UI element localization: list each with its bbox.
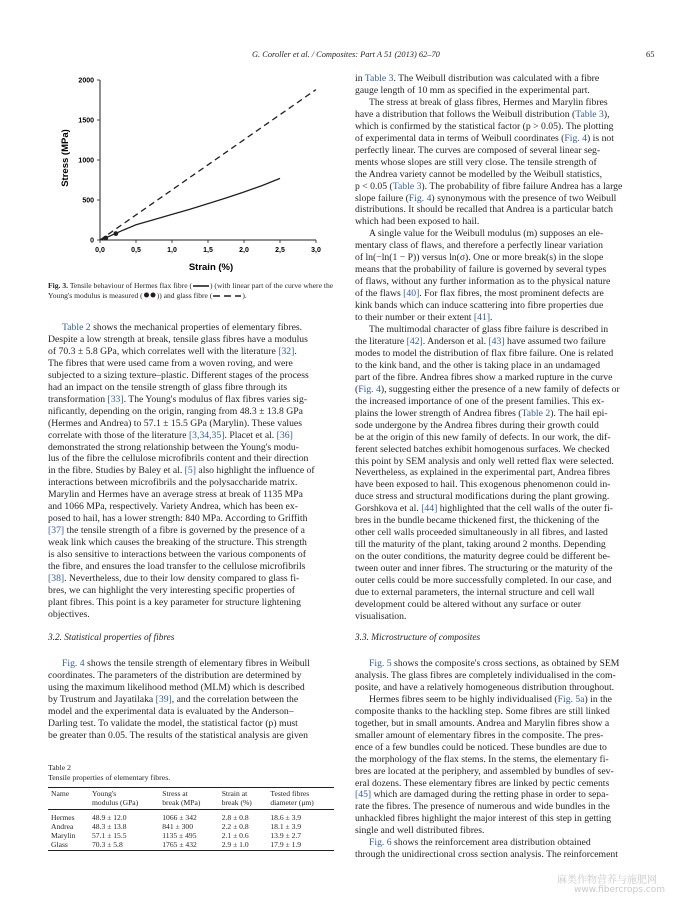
text-line: correlate with those of the literature [3,34,35]. Placet et al. [36] (48, 429, 293, 441)
paragraph (355, 73, 640, 97)
text-line: smaller amount of elementary fibres in the composite. The pres- (355, 729, 604, 741)
left-paragraph-2 (48, 658, 332, 742)
watermark-text: 麻类作物营养与施肥网 (557, 875, 657, 886)
text-line: in the fibre. Studies by Baley et al. [5] also highlight the influence of (48, 465, 315, 477)
text-line: this point by SEM analysis and only well retted flax were selected. (355, 455, 614, 467)
table-cell: 18.1 ± 3.9 (270, 821, 302, 831)
text-line: visualisation. (355, 610, 407, 622)
text-line: posed to hail, has a lower strength: 840 MPa. According to Griffith (48, 513, 308, 525)
text-line: unhackled fibres highlight the major interest of this step in getting (355, 813, 612, 825)
header-text: break (%) (221, 798, 252, 808)
text-line: lus of the fibre the cellulose microfibrils content and their direction (48, 453, 309, 465)
text-line: single and well distributed fibres. (355, 825, 485, 837)
text-line: Table 2 shows the mechanical properties of elementary fibres. (62, 322, 303, 333)
x-tick-label: 1,0 (167, 247, 177, 254)
text-line: analysis. The glass fibres are completely individualised in the com- (355, 669, 616, 681)
header-text: Young's (92, 789, 117, 798)
text-line: have been exposed to hail. This exogenous phenomenon could in- (355, 479, 611, 491)
table-2 (48, 787, 334, 851)
text-line: which had been exposed to hail. (355, 216, 480, 228)
figure-3-caption-text-2: ) (with linear part of the curve where the Young's modulus is measured ( (48, 281, 334, 300)
text-line: weak link which causes the breaking of the structure. This strength (48, 537, 307, 549)
text-line: [45] which are damaged during the retting phase in order to sepa- (355, 789, 609, 801)
x-tick-label: 2,0 (239, 247, 249, 254)
text-line: by Trustrum and Jayatilaka [39], and the correlation between the (48, 693, 299, 705)
table-row (48, 840, 334, 850)
figure-3-caption-text-3: )) and glass fibre ( (156, 290, 213, 300)
text-line: till the maturity of the plant, taking around 2 months. Depending (355, 539, 606, 551)
text-line: [38]. Nevertheless, due to their low density compared to glass fi- (48, 573, 300, 585)
table-header-cell (219, 788, 268, 810)
text-line: (Hermes and Andrea) to 57.1 ± 15.5 GPa (Marylin). These values (48, 417, 302, 429)
text-line: [37] the tensile strength of a fibre is governed by the presence of a (48, 525, 305, 537)
text-line: (Fig. 4), suggesting either the presence of a new family of defects or (355, 383, 620, 395)
text-line: through the unidirectional cross section analysis. The reinforcement (355, 849, 618, 861)
text-line: Fig. 4 shows the tensile strength of elementary fibres in Weibull (62, 658, 310, 669)
header-text: modulus (GPa) (92, 798, 139, 808)
y-tick-label: 2000 (78, 77, 94, 85)
text-line: part of the fibre. Andrea fibres show a marked rupture in the curve (355, 371, 613, 383)
text-line: of experimental data in terms of Weibull coordinates (Fig. 4) is not (355, 132, 614, 144)
header-text: break (MPa) (162, 798, 201, 808)
table-cell: 841 ± 300 (162, 821, 193, 831)
text-line: bres are located at the periphery, and assembled by bundles of sev- (355, 765, 614, 777)
text-line: nificantly, depending on the origin, ranging from 48.3 ± 13.8 GPa (48, 405, 303, 417)
table-header-cell (89, 788, 159, 810)
text-line: of ln(−ln(1 − P)) versus ln(σ). One or more break(s) in the slope (355, 252, 604, 264)
stress-strain-chart (48, 70, 338, 285)
text-line: the increased importance of one of the present families. This ex- (355, 395, 605, 407)
section-heading-3-2: 3.2. Statistical properties of fibres (48, 633, 175, 643)
text-line: rate the fibres. The presence of numerous and wide bundles in the (355, 801, 610, 813)
table-cell: Andrea (51, 821, 74, 831)
header-text: Strain at (221, 789, 248, 798)
text-line: of the flaws [40]. For flax fibres, the most prominent defects are (355, 288, 604, 300)
text-line: A single value for the Weibull modulus (m) supposes an ele- (369, 228, 604, 240)
text-line: to their number or their extent [41]. (355, 312, 493, 324)
data-point-marker (113, 231, 118, 236)
text-line: due to external parameters, the internal structure and cell wall (355, 586, 595, 598)
y-tick-label: 1500 (78, 117, 94, 125)
text-line: have a distribution that follows the Weibull distribution (Table 3), (355, 108, 610, 120)
running-header (0, 50, 678, 64)
text-line: be greater than 0.05. The results of the statistical analysis are given (48, 729, 308, 741)
y-tick-label: 0 (90, 237, 94, 245)
table-cell: 1135 ± 495 (162, 831, 197, 841)
text-line: demonstrated the strong relationship between the Young's modu- (48, 441, 299, 453)
table-cell: 1765 ± 432 (162, 840, 197, 850)
table-2-label: Table 2 (48, 763, 72, 772)
text-line: eral dozens. These elementary fibres are linked by pectic cements (355, 777, 610, 789)
table-cell: 13.9 ± 2.7 (270, 831, 302, 841)
text-line: ferent selected batches exhibit homogenous surfaces. We checked (355, 443, 610, 455)
header-text (51, 798, 86, 807)
text-line: p < 0.05 (Table 3). The probability of fibre failure Andrea has a large (355, 180, 623, 192)
paragraph (48, 322, 332, 621)
text-line: gauge length of 10 mm as specified in the experimental part. (355, 84, 590, 96)
header-text: Stress at (162, 789, 188, 798)
marker-dots-legend-icon (143, 291, 157, 298)
right-column-text-2 (355, 658, 640, 861)
text-line: tween outer and inner fibres. The structuring or the maturity of the (355, 563, 613, 575)
text-line: modes to model the distribution of flax fibre failure. One is related (355, 347, 614, 359)
text-line: plains the lower strength of Andrea fibres (Table 2). The hail epi- (355, 407, 608, 419)
x-tick-label: 2,5 (275, 247, 285, 254)
text-line: and 1066 MPa, respectively. Variety Andrea, which has been ex- (48, 501, 298, 513)
text-line: be at the origin of this new family of defects. In our work, the dif- (355, 431, 611, 443)
text-line: in Table 3. The Weibull distribution was calculated with a fibre (355, 73, 600, 84)
text-line: Darling test. To validate the model, the statistical factor (p) must (48, 717, 298, 729)
figure-3-caption-text-4: ). (242, 290, 247, 300)
table-cell: 2.2 ± 0.8 (221, 821, 249, 831)
text-line: duce stress and structural modifications during the plant growing. (355, 491, 610, 503)
section-heading-3-3: 3.3. Microstructure of composites (355, 633, 481, 643)
left-paragraph-1 (48, 322, 332, 621)
table-cell: 2.8 ± 0.8 (221, 812, 249, 822)
text-line: coordinates. The parameters of the distribution are determined by (48, 669, 302, 681)
text-line: the fibre, and ensures the load transfer to the cellulose microfibrils (48, 561, 306, 573)
text-line: Nevertheless, as explained in the experimental part, Andrea fibres (355, 467, 611, 479)
paragraph (355, 324, 640, 623)
text-line: interactions between microfibrils and the polysaccharide matrix. (48, 477, 298, 489)
text-line: development could be altered without any surface or outer (355, 598, 581, 610)
paragraph (355, 228, 640, 324)
paragraph (355, 97, 640, 228)
text-line: posite, and have a relatively homogeneous distribution throughout. (355, 681, 615, 693)
text-line: the morphology of the flax stems. In the stems, the elementary fi- (355, 753, 609, 765)
table-2-title: Tensile properties of elementary fibres. (48, 773, 171, 782)
table-header-cell (159, 788, 218, 810)
text-line: kink bands which can induce scattering into fibre properties due (355, 300, 604, 312)
text-line: perfectly linear. The curves are composed of several linear seg- (355, 144, 601, 156)
header-text: Tested fibres (270, 789, 310, 798)
header-text: Name (51, 789, 70, 798)
text-line: composite thanks to the hackling step. Some fibres are still linked (355, 705, 610, 717)
text-line: other cell walls proceeded simultaneously in all fibres, and lasted (355, 527, 608, 539)
x-tick-label: 3,0 (311, 247, 321, 254)
text-line: using the maximum likelihood method (MLM) which is described (48, 681, 305, 693)
table-header-cell (48, 788, 89, 810)
text-line: distributions. It should be recalled that Andrea is a particular batch (355, 204, 613, 216)
watermark-url: www.fibercrops.com (574, 885, 665, 895)
text-line: on the outer conditions, the maturity degree could be different be- (355, 551, 611, 563)
text-line: slope failure (Fig. 4) synonymous with the presence of two Weibull (355, 192, 617, 204)
paragraph (48, 658, 332, 742)
data-point-marker (103, 236, 108, 241)
table-row (48, 809, 334, 822)
text-line: bres, we can highlight the very interesting specific properties of (48, 584, 295, 596)
text-line: ments whose slopes are still very close. The tensile strength of (355, 156, 597, 168)
text-line: is also sensitive to interactions between the various components of (48, 549, 307, 561)
table-cell: 48.3 ± 13.8 (92, 821, 127, 831)
text-line: transformation [33]. The Young's modulus of flax fibres varies sig- (48, 393, 308, 405)
text-line: Fig. 5 shows the composite's cross sections, as obtained by SEM (369, 658, 620, 669)
figure-3 (48, 70, 338, 285)
header-text: diameter (μm) (270, 798, 314, 808)
text-line: which is confirmed by the statistical factor (p > 0.05). The plotting (355, 120, 614, 132)
glass-fibre-line (100, 90, 316, 240)
page-number: 65 (646, 50, 655, 59)
table-cell: Glass (51, 840, 68, 850)
text-line: Hermes fibres seem to be highly individualised (Fig. 5a) in the (369, 693, 612, 705)
text-line: model and the experimental data is evaluated by the Anderson– (48, 705, 294, 717)
text-line: Marylin and Hermes have an average stress at break of 1135 MPa (48, 489, 303, 501)
table-row (48, 831, 334, 840)
hermes-flax-fibre-line (100, 178, 280, 240)
text-line: The multimodal character of glass fibre failure is described in (369, 324, 609, 336)
table-cell: 70.3 ± 5.8 (92, 840, 123, 850)
paragraph (355, 837, 640, 861)
figure-3-caption (48, 281, 338, 300)
journal-citation: G. Coroller et al. / Composites: Part A 51 (2013) 62–70 (252, 50, 440, 59)
right-column-text (355, 73, 640, 623)
text-line: the literature [42]. Anderson et al. [43] have assumed two failure (355, 335, 606, 347)
dashed-line-legend-icon (212, 292, 242, 298)
x-tick-label: 0,5 (131, 247, 141, 254)
text-line: of 70.3 ± 5.8 GPa, which correlates well with the literature [32]. (48, 345, 297, 357)
text-line: The fibres that were used came from a woven roving, and were (48, 357, 293, 369)
x-tick-label: 0,0 (95, 247, 105, 254)
table-cell: 57.1 ± 15.5 (92, 831, 127, 841)
x-axis-label: Strain (%) (188, 262, 234, 273)
table-header-cell (267, 788, 334, 810)
text-line: means that the probability of failure is governed by several types (355, 264, 607, 276)
text-line: Fig. 6 shows the reinforcement area distribution obtained (369, 837, 591, 849)
text-line: the Andrea variety cannot be modelled by the Weibull statistics, (355, 168, 603, 180)
text-line: bres in the bundle became thickened first, the thickening of the (355, 515, 599, 527)
table-cell: 2.9 ± 1.0 (221, 840, 249, 850)
table-cell: 1066 ± 342 (162, 812, 197, 822)
text-line: The stress at break of glass fibres, Hermes and Marylin fibres (369, 96, 608, 108)
figure-3-caption-text-1: Tensile behaviour of Hermes flax fibre ( (69, 281, 192, 290)
text-line: sode undergone by the Andrea fibres during their growth could (355, 419, 599, 431)
text-line: mentary class of flaws, and therefore a perfectly linear variation (355, 240, 603, 252)
table-cell: 18.6 ± 3.9 (270, 812, 302, 822)
paragraph (355, 694, 640, 837)
figure-3-caption-label: Fig. 3. (48, 281, 69, 290)
y-tick-label: 1000 (78, 157, 94, 165)
table-2-caption (48, 763, 170, 783)
text-line: Gorshkova et al. [44] highlighted that the cell walls of the outer fi- (355, 503, 613, 515)
text-line: to the kink band, and the other is taking place in an undamaged (355, 359, 601, 371)
table-cell: Hermes (51, 812, 75, 822)
solid-line-legend-icon (192, 282, 210, 288)
text-line: ence of a few bundles could be noticed. These bundles are due to (355, 741, 607, 753)
text-line: of flaws, without any further information as to the physical nature (355, 276, 611, 288)
text-line: had an impact on the tensile strength of glass fibre through its (48, 381, 288, 393)
table-cell: 2.1 ± 0.6 (221, 831, 249, 841)
table-cell: 17.9 ± 1.9 (270, 840, 302, 850)
table-cell: Marylin (51, 831, 76, 841)
y-tick-label: 500 (82, 197, 94, 205)
text-line: Despite a low strength at break, tensile glass fibres have a modulus (48, 333, 308, 345)
text-line: objectives. (48, 608, 90, 620)
table-row (48, 822, 334, 831)
text-line: plant fibres. This point is a key parameter for structure lightening (48, 596, 301, 608)
text-line: subjected to a sizing texture–plastic. Different stages of the process (48, 369, 309, 381)
x-tick-label: 1,5 (203, 247, 213, 254)
y-axis-label: Stress (MPa) (60, 129, 71, 187)
paragraph (355, 658, 640, 694)
text-line: outer cells could be more successfully completed. In our case, and (355, 575, 612, 587)
text-line: together, but in small amounts. Andrea and Marylin fibres show a (355, 717, 610, 729)
table-cell: 48.9 ± 12.0 (92, 812, 127, 822)
